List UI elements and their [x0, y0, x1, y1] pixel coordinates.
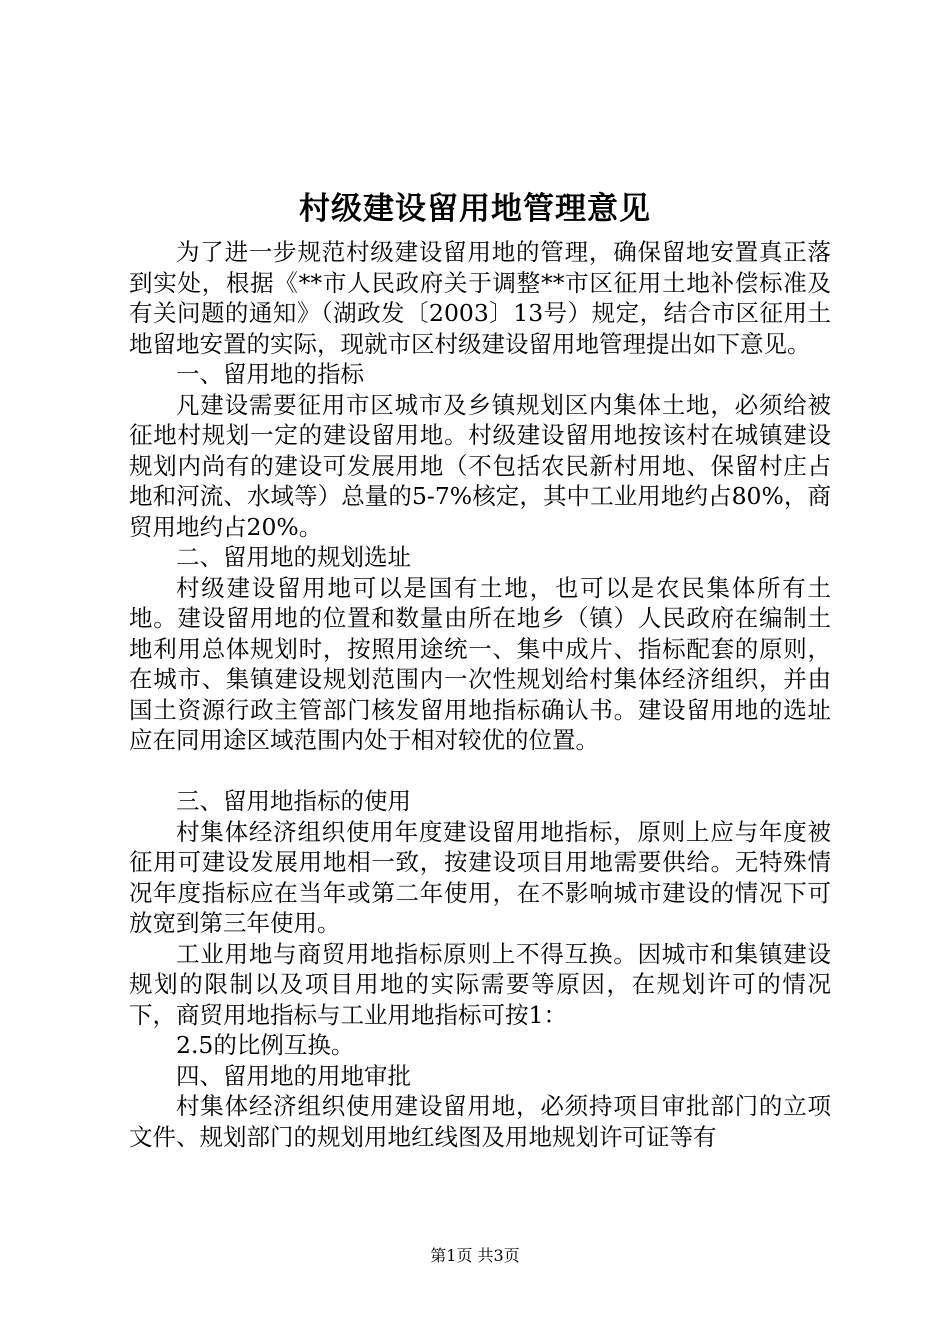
document-title: 村级建设留用地管理意见: [299, 191, 651, 227]
section-heading-3: 三、留用地指标的使用: [176, 787, 411, 815]
paragraph-intro: 为了进一步规范村级建设留用地的管理，确保留地安置真正落到实处，根据《**市人民政府关于调整**市区征用土地补偿标准及有关问题的通知》（湖政发〔2003〕13号）规定，结合市区征用土地留地安置的实际，现就市区村级建设留用地管理提出如下意见。: [129, 238, 831, 358]
paragraph-section-3b: 工业用地与商贸用地指标原则上不得互换。因城市和集镇建设规划的限制以及项目用地的实际需要等原因，在规划许可的情况下，商贸用地指标与工业用地指标可按1：: [129, 939, 831, 1029]
section-heading-2: 二、留用地的规划选址: [176, 543, 411, 571]
page-footer: 第1页 共3页: [430, 1246, 520, 1265]
paragraph-section-4: 村集体经济组织使用建设留用地，必须持项目审批部门的立项文件、规划部门的规划用地红线图及用地规划许可证等有: [129, 1092, 831, 1151]
section-heading-1: 一、留用地的指标: [176, 360, 364, 388]
paragraph-section-1: 凡建设需要征用市区城市及乡镇规划区内集体土地，必须给被征地村规划一定的建设留用地。村级建设留用地按该村在城镇建设规划内尚有的建设可发展用地（不包括农民新村用地、保留村庄占地和河流、水域等）总量的5-7%核定，其中工业用地约占80%，商贸用地约占20%。: [129, 390, 831, 541]
document-body: [129, 237, 831, 1152]
section-heading-4: 四、留用地的用地审批: [176, 1061, 411, 1090]
paragraph-section-2: 村级建设留用地可以是国有土地，也可以是农民集体所有土地。建设留用地的位置和数量由所在地乡（镇）人民政府在编制土地利用总体规划时，按照用途统一、集中成片、指标配套的原则，在城市、集镇建设规划范围内一次性规划给村集体经济组织，并由国土资源行政主管部门核发留用地指标确认书。建设留用地的选址应在同用途区域范围内处于相对较优的位置。: [129, 573, 831, 754]
paragraph-section-3c: 2.5的比例互换。: [176, 1031, 355, 1059]
paragraph-section-3a: 村集体经济组织使用年度建设留用地指标，原则上应与年度被征用可建设发展用地相一致，按建设项目用地需要供给。无特殊情况年度指标应在当年或第二年使用，在不影响城市建设的情况下可放宽到第三年使用。: [129, 817, 831, 937]
